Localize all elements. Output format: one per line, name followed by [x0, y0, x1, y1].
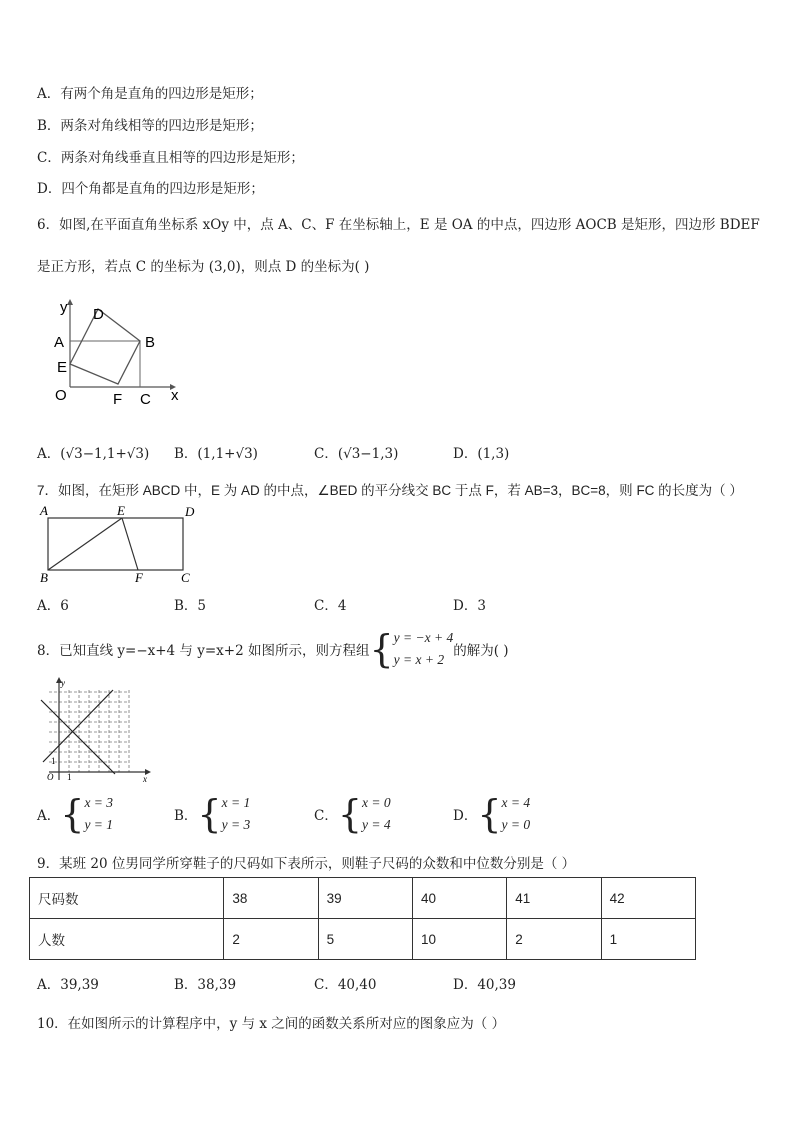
q7-text: 7．如图，在矩形 ABCD 中，E 为 AD 的中点，∠BED 的平分线交 BC 于点 F，若 AB=3，BC=8，则 FC 的长度为（ ）: [37, 483, 743, 498]
q6-label-f: F: [113, 391, 123, 408]
q7-label-f: F: [135, 570, 143, 585]
q9-option-a: A．39,39: [37, 977, 99, 993]
q10-text: 10．在如图所示的计算程序中，y 与 x 之间的函数关系所对应的图象应为（ ）: [37, 1016, 506, 1032]
q8-option-c: C． { x = 0 y = 4: [314, 792, 391, 836]
q8-option-a: A． { x = 3 y = 1: [37, 792, 114, 836]
table-cell: 2: [507, 919, 601, 960]
q8-option-d-letter: D．: [453, 808, 478, 824]
q9-option-b: B．38,39: [174, 977, 237, 993]
q8-option-d: D． { x = 4 y = 0: [453, 792, 531, 836]
q8-option-d-row2: y = 0: [501, 817, 531, 832]
q8-figure: [33, 676, 153, 784]
q6-label-o: O: [55, 387, 67, 404]
q7-label-a: A: [40, 503, 48, 518]
q6-option-b: B．(1,1+√3): [174, 446, 258, 462]
q8-text-after: 的解为( ): [453, 643, 509, 659]
q8-option-c-row1: x = 0: [362, 795, 391, 810]
table-cell: 人数: [30, 919, 224, 960]
table-cell: 1: [601, 919, 695, 960]
q8-text: [37, 627, 509, 671]
q8-option-a-row1: x = 3: [84, 795, 114, 810]
q7-label-e: E: [117, 503, 125, 518]
q7-option-c: C．4: [314, 598, 347, 614]
table-row: [30, 878, 696, 919]
q5-option-a: A．有两个角是直角的四边形是矩形；: [37, 86, 263, 102]
q5-option-c: C．两条对角线垂直且相等的四边形是矩形；: [37, 150, 304, 166]
table-cell: 40: [412, 878, 506, 919]
q8-option-b-row1: x = 1: [221, 795, 251, 810]
q8-brace: {: [369, 627, 394, 671]
table-cell: 38: [224, 878, 318, 919]
table-cell: 尺码数: [30, 878, 224, 919]
q8-label-one-y: 1: [51, 756, 56, 766]
q8-text-before: 8．已知直线 y=−x+4 与 y=x+2 如图所示，则方程组: [37, 643, 370, 659]
q8-label-x: x: [143, 774, 147, 784]
q7-figure: [38, 503, 204, 585]
q6-text-line2: 是正方形，若点 C 的坐标为 (3,0)，则点 D 的坐标为( ): [37, 259, 370, 275]
q6-option-c: C．(√3−1,3): [314, 446, 399, 462]
q8-option-a-letter: A．: [37, 808, 61, 824]
q8-label-one-x: 1: [67, 772, 72, 782]
q6-label-a: A: [54, 334, 65, 351]
q7-option-b: B．5: [174, 598, 207, 614]
q6-label-x: x: [171, 387, 179, 404]
table-cell: 10: [412, 919, 506, 960]
q8-label-y: y: [61, 678, 65, 688]
q7-option-a: A．6: [37, 598, 69, 614]
q8-eq2: y = x + 2: [393, 652, 445, 667]
q7-option-d: D．3: [453, 598, 486, 614]
q8-eq1: y = −x + 4: [393, 630, 454, 645]
q8-option-b-row2: y = 3: [221, 817, 251, 832]
table-cell: 39: [318, 878, 412, 919]
q9-option-d: D．40,39: [453, 977, 516, 993]
q6-text-line1: 6．如图,在平面直角坐标系 xOy 中，点 A、C、F 在坐标轴上，E 是 OA 的中点，四边形 AOCB 是矩形，四边形 BDEF: [37, 217, 760, 233]
q8-option-b: B． { x = 1 y = 3: [174, 792, 251, 836]
q9-text: 9．某班 20 位男同学所穿鞋子的尺码如下表所示，则鞋子尺码的众数和中位数分别是（ ）: [37, 856, 576, 872]
q8-option-d-row1: x = 4: [501, 795, 531, 810]
q8-label-o: O: [47, 772, 54, 782]
q6-figure: [40, 292, 200, 410]
q7-label-d: D: [185, 504, 195, 519]
q7-label-b: B: [40, 570, 48, 585]
q8-option-b-letter: B．: [174, 808, 198, 824]
table-cell: 41: [507, 878, 601, 919]
q8-option-c-row2: y = 4: [362, 817, 391, 832]
shoe-size-table: [29, 877, 696, 960]
q8-option-a-row2: y = 1: [84, 817, 114, 832]
q6-label-b: B: [145, 334, 156, 351]
table-row: [30, 919, 696, 960]
q8-equation-system: [369, 627, 453, 671]
table-cell: 5: [318, 919, 412, 960]
q9-option-c: C．40,40: [314, 977, 377, 993]
q5-option-b: B．两条对角线相等的四边形是矩形；: [37, 118, 263, 134]
q6-label-c: C: [140, 391, 151, 408]
q8-option-c-letter: C．: [314, 808, 338, 824]
q5-option-d: D．四个角都是直角的四边形是矩形；: [37, 181, 264, 197]
q7-label-c: C: [181, 570, 190, 585]
q6-option-a: A．(√3−1,1+√3): [37, 446, 150, 462]
q6-option-d: D．(1,3): [453, 446, 510, 462]
q6-label-e: E: [57, 359, 68, 376]
q6-label-d: D: [93, 306, 104, 323]
q6-label-y: y: [60, 299, 68, 316]
table-cell: 42: [601, 878, 695, 919]
table-cell: 2: [224, 919, 318, 960]
